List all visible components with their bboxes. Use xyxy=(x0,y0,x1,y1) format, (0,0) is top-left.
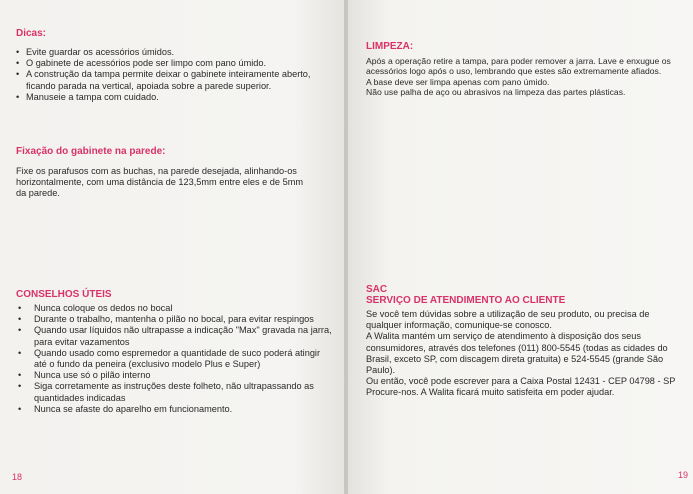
limpeza-text xyxy=(366,56,682,98)
sac-paragraph: A Walita mantém um serviço de atendimento à disposição dos seus consumidores, através dos telefones (011) 800-5545 (todas as cidades do Brasil, exceto SP, com discagem direta gratuita) e 524-5545 (grande São Paulo). xyxy=(366,331,668,376)
conselhos-list xyxy=(16,303,334,415)
sac-paragraph: Procure-nos. A Walita ficará muito satisfeita em poder ajudar. xyxy=(366,387,615,398)
dicas-list xyxy=(16,47,316,103)
fixacao-heading: Fixação do gabinete na parede: xyxy=(16,146,166,157)
page-number: 18 xyxy=(12,472,23,482)
sac-paragraph: Ou então, você pode escrever para a Caixa Postal 12431 - CEP 04798 - SP xyxy=(366,376,676,387)
fixacao-text: Fixe os parafusos com as buchas, na parede desejada, alinhando-os horizontalmente, com uma distância de 123,5mm entre eles e de 5mm da parede. xyxy=(16,166,303,199)
sac-text xyxy=(366,309,684,399)
list-item: • A construção da tampa permite deixar o gabinete inteiramente aberto, ficando parada na vertical, apoiada sobre a parede superior. xyxy=(16,69,316,91)
limpeza-paragraph: A base deve ser limpa apenas com pano úmido. xyxy=(366,76,550,87)
limpeza-paragraph: Não use palha de aço ou abrasivos na limpeza das partes plásticas. xyxy=(366,87,626,98)
list-item: • Nunca coloque os dedos no bocal xyxy=(16,303,334,314)
list-item: • O gabinete de acessórios pode ser limpo com pano úmido. xyxy=(16,58,316,69)
list-item: • Quando usar líquidos não ultrapasse a indicação "Max" gravada na jarra, para evitar vazamentos xyxy=(16,325,334,347)
sac-heading: SAC xyxy=(366,284,388,295)
sac-subheading: SERVIÇO DE ATENDIMENTO AO CLIENTE xyxy=(366,295,566,306)
list-item: • Durante o trabalho, mantenha o pilão no bocal, para evitar respingos xyxy=(16,314,334,325)
list-item: • Manuseie a tampa com cuidado. xyxy=(16,92,316,103)
page-number: 19 xyxy=(678,470,689,480)
limpeza-paragraph: Após a operação retire a tampa, para poder remover a jarra. Lave e enxugue os acessórios logo após o uso, lembrando que estes são extremamente afiados. xyxy=(366,56,671,77)
dicas-heading: Dicas: xyxy=(16,28,47,39)
right-page xyxy=(348,0,693,494)
list-item: • Nunca use só o pilão interno xyxy=(16,370,334,381)
limpeza-heading: LIMPEZA: xyxy=(366,41,414,52)
list-item: • Siga corretamente as instruções deste folheto, não ultrapassando as quantidades indicadas xyxy=(16,381,334,403)
list-item: • Quando usado como espremedor a quantidade de suco poderá atingir até o fundo da peneira (exclusivo modelo Plus e Super) xyxy=(16,348,334,370)
left-page xyxy=(0,0,344,494)
list-item: • Evite guardar os acessórios úmidos. xyxy=(16,47,316,58)
list-item: • Nunca se afaste do aparelho em funcionamento. xyxy=(16,404,334,415)
conselhos-heading: CONSELHOS ÚTEIS xyxy=(16,289,112,300)
sac-paragraph: Se você tem dúvidas sobre a utilização de seu produto, ou precisa de qualquer informação, comunique-se conosco. xyxy=(366,309,650,331)
